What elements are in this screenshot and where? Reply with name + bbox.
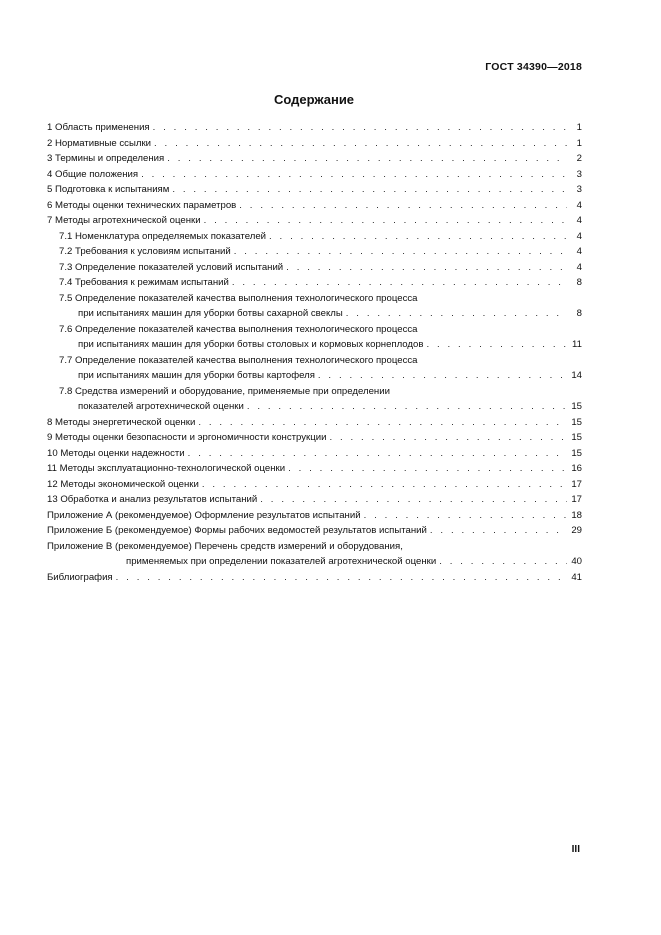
- toc-entry-text: 3 Термины и определения: [47, 153, 165, 164]
- leader-dots: [232, 275, 567, 291]
- toc-entry-appendix-b[interactable]: [47, 523, 582, 539]
- toc-entry-continuation: при испытаниях машин для уборки ботвы столовых и кормовых корнеплодов: [78, 339, 424, 350]
- toc-entry-10[interactable]: [47, 446, 582, 462]
- toc-entry-text: 7.3 Определение показателей условий испытаний: [59, 261, 284, 273]
- toc-entry-text: Приложение А (рекомендуемое) Оформление результатов испытаний: [47, 509, 361, 521]
- toc-entry-7-6[interactable]: [47, 322, 582, 353]
- leader-dots: [426, 337, 567, 353]
- toc-page-number: 29: [571, 525, 582, 536]
- leader-dots: [288, 461, 567, 477]
- leader-dots: [364, 508, 567, 524]
- toc-page-number: 15: [571, 447, 582, 459]
- toc-entry-bibliography[interactable]: [47, 570, 582, 586]
- toc-entry-2[interactable]: [47, 136, 582, 152]
- toc-entry-text: Приложение В (рекомендуемое) Перечень средств измерений и оборудования,: [47, 540, 403, 552]
- toc-entry-text: 13 Обработка и анализ результатов испытаний: [47, 494, 258, 505]
- toc-entry-7-8[interactable]: [47, 384, 582, 415]
- toc-entry-appendix-v[interactable]: [47, 539, 582, 570]
- toc-entry-text: 4 Общие положения: [47, 168, 139, 180]
- toc-entry-7-2[interactable]: [47, 244, 582, 260]
- toc-entry-4[interactable]: [47, 167, 582, 183]
- toc-page-number: 4: [576, 230, 582, 242]
- toc-page-number: 17: [571, 478, 582, 490]
- toc-entry-text: 5 Подготовка к испытаниям: [47, 184, 170, 195]
- document-code: ГОСТ 34390—2018: [485, 61, 582, 73]
- toc-page-number: 11: [572, 339, 582, 350]
- toc-title: Содержание: [273, 92, 355, 107]
- toc-entry-8[interactable]: [47, 415, 582, 431]
- leader-dots: [239, 198, 567, 214]
- toc-entry-text: Библиография: [47, 571, 113, 583]
- leader-dots: [234, 244, 567, 260]
- toc-page-number: 3: [576, 184, 582, 195]
- leader-dots: [318, 368, 567, 384]
- toc-entry-text: 7.2 Требования к условиям испытаний: [59, 246, 231, 257]
- toc-page-number: 16: [571, 463, 582, 474]
- toc-entry-1[interactable]: [47, 120, 582, 136]
- leader-dots: [329, 430, 567, 446]
- toc-page-number: 2: [576, 153, 582, 164]
- toc-entry-text: 7.8 Средства измерений и оборудование, применяемые при определении: [59, 385, 390, 397]
- toc-page-number: 15: [571, 432, 582, 443]
- toc-entry-continuation: применяемых при определении показателей агротехнической оценки: [126, 556, 437, 567]
- leader-dots: [141, 167, 567, 183]
- leader-dots: [202, 477, 567, 493]
- toc-entry-continuation: при испытаниях машин для уборки ботвы сахарной свеклы: [78, 308, 343, 319]
- leader-dots: [172, 182, 567, 198]
- toc-entry-text: 7.6 Определение показателей качества выполнения технологического процесса: [59, 323, 418, 335]
- toc-entry-text: 7 Методы агротехнической оценки: [47, 215, 201, 226]
- leader-dots: [198, 415, 567, 431]
- toc-page-number: 15: [571, 401, 582, 412]
- toc-entry-text: 9 Методы оценки безопасности и эргономичности конструкции: [47, 432, 327, 443]
- toc-entry-7-4[interactable]: [47, 275, 582, 291]
- toc-entry-12[interactable]: [47, 477, 582, 493]
- leader-dots: [167, 151, 567, 167]
- toc-page-number: 4: [576, 246, 582, 257]
- toc-entry-text: 1 Область применения: [47, 122, 150, 133]
- leader-dots: [260, 492, 567, 508]
- toc-page-number: 3: [576, 168, 582, 180]
- toc-entry-7-3[interactable]: [47, 260, 582, 276]
- leader-dots: [286, 260, 567, 276]
- toc-page-number: 1: [576, 137, 582, 149]
- leader-dots: [430, 523, 567, 539]
- toc-page-number: 1: [576, 122, 582, 133]
- toc-page-number: 40: [571, 556, 582, 567]
- toc-entry-11[interactable]: [47, 461, 582, 477]
- toc-entry-13[interactable]: [47, 492, 582, 508]
- toc-page-number: 8: [576, 277, 582, 288]
- toc-page-number: 14: [571, 370, 582, 381]
- toc-entry-continuation: при испытаниях машин для уборки ботвы картофеля: [78, 370, 315, 381]
- toc-entry-text: 6 Методы оценки технических параметров: [47, 199, 237, 211]
- toc-entry-appendix-a[interactable]: [47, 508, 582, 524]
- toc-entry-text: 11 Методы эксплуатационно-технологической оценки: [47, 463, 286, 474]
- toc-entry-continuation: показателей агротехнической оценки: [78, 401, 244, 412]
- leader-dots: [153, 120, 567, 136]
- toc-entry-text: 7.4 Требования к режимам испытаний: [59, 277, 229, 288]
- toc-entry-7-1[interactable]: [47, 229, 582, 245]
- toc-entry-text: 12 Методы экономической оценки: [47, 478, 199, 490]
- toc-entry-9[interactable]: [47, 430, 582, 446]
- table-of-contents: [47, 120, 582, 585]
- toc-page-number: 4: [576, 215, 582, 226]
- toc-entry-text: 2 Нормативные ссылки: [47, 137, 152, 149]
- toc-page-number: 8: [576, 308, 582, 319]
- leader-dots: [439, 554, 567, 570]
- toc-entry-text: Приложение Б (рекомендуемое) Формы рабочих ведомостей результатов испытаний: [47, 525, 427, 536]
- toc-entry-text: 7.7 Определение показателей качества выполнения технологического процесса: [59, 354, 418, 366]
- toc-entry-7-5[interactable]: [47, 291, 582, 322]
- toc-entry-7-7[interactable]: [47, 353, 582, 384]
- toc-page-number: 18: [571, 509, 582, 521]
- leader-dots: [247, 399, 567, 415]
- leader-dots: [269, 229, 567, 245]
- toc-page-number: 15: [571, 416, 582, 428]
- toc-entry-text: 10 Методы оценки надежности: [47, 447, 185, 459]
- toc-page-number: 41: [571, 571, 582, 583]
- leader-dots: [116, 570, 567, 586]
- leader-dots: [346, 306, 567, 322]
- toc-entry-6[interactable]: [47, 198, 582, 214]
- toc-entry-text: 8 Методы энергетической оценки: [47, 416, 196, 428]
- toc-page-number: 17: [571, 494, 582, 505]
- toc-page-number: 4: [576, 199, 582, 211]
- leader-dots: [154, 136, 567, 152]
- toc-entry-text: 7.1 Номенклатура определяемых показателей: [59, 230, 267, 242]
- leader-dots: [204, 213, 567, 229]
- leader-dots: [188, 446, 567, 462]
- toc-entry-5[interactable]: [47, 182, 582, 198]
- toc-entry-text: 7.5 Определение показателей качества выполнения технологического процесса: [59, 292, 418, 304]
- toc-entry-3[interactable]: [47, 151, 582, 167]
- page-number: III: [571, 844, 580, 855]
- toc-entry-7[interactable]: [47, 213, 582, 229]
- toc-page-number: 4: [576, 261, 582, 273]
